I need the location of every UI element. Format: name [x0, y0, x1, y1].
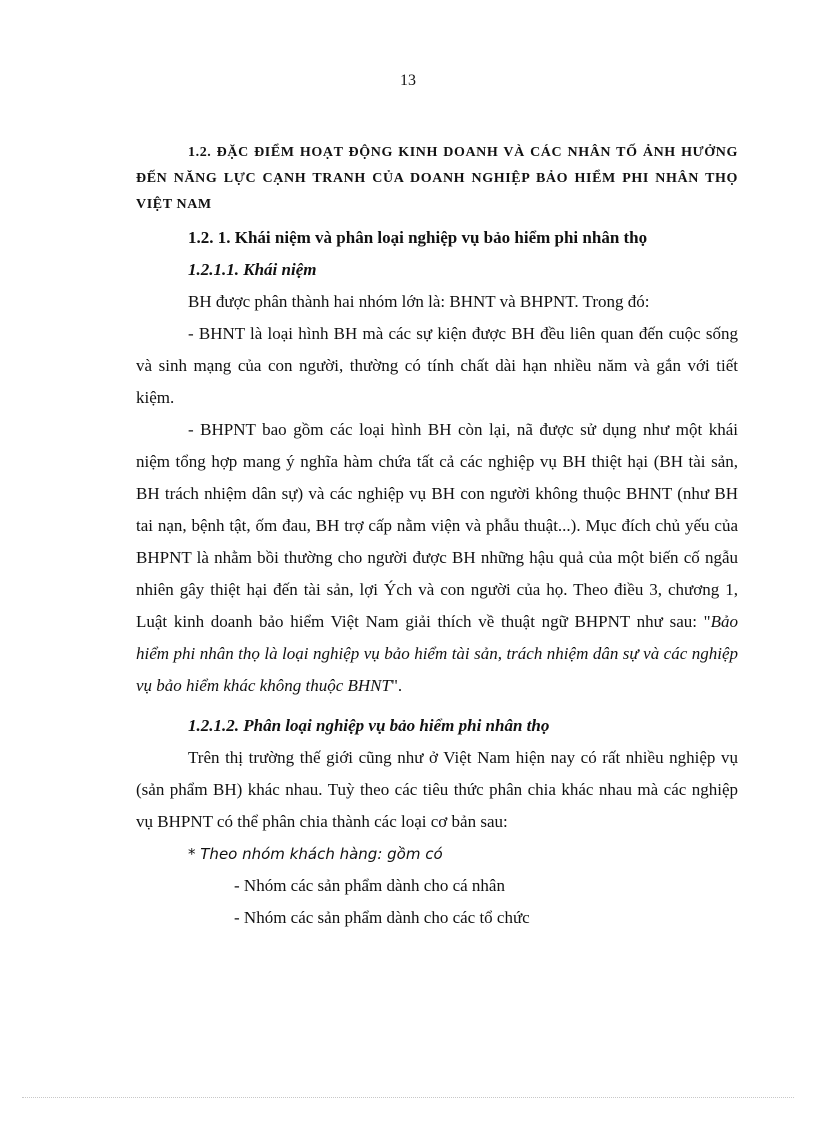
section-heading: 1.2. ĐẶC ĐIỂM HOẠT ĐỘNG KINH DOANH VÀ CÁC NHÂN TỐ ẢNH HƯỞNG ĐẾN NĂNG LỰC CẠNH TRANH CỦA DOANH NGHIỆP BẢO HIỂM PHI NHÂN THỌ VIỆT NAM	[136, 145, 738, 212]
paragraph-3	[136, 414, 738, 702]
legal-definition-quote: Bảo hiểm phi nhân thọ là loại nghiệp vụ bảo hiểm tài sản, trách nhiệm dân sự và các nghiệp vụ bảo hiểm khác không thuộc BHNT	[136, 612, 738, 695]
paragraph-2: - BHNT là loại hình BH mà các sự kiện được BH đều liên quan đến cuộc sống và sinh mạng của con người, thường có tính chất dài hạn nhiều năm và gắn với tiết kiệm.	[136, 324, 738, 407]
list-item: - Nhóm các sản phẩm dành cho cá nhân	[234, 876, 505, 895]
page-number: 13	[400, 72, 416, 89]
paragraph-1: BH được phân thành hai nhóm lớn là: BHNT và BHPNT. Trong đó:	[188, 292, 650, 311]
sub2-heading: 1.2.1.2. Phân loại nghiệp vụ bảo hiểm phi nhân thọ	[188, 716, 550, 735]
list-item: - Nhóm các sản phẩm dành cho các tổ chức	[234, 908, 530, 927]
subsection-heading: 1.2. 1. Khái niệm và phân loại nghiệp vụ bảo hiểm phi nhân thọ	[188, 228, 648, 247]
paragraph-4: Trên thị trường thế giới cũng như ở Việt Nam hiện nay có rất nhiều nghiệp vụ (sản phẩm BH) khác nhau. Tuỳ theo các tiêu thức phân chia khác nhau mà các nghiệp vụ BHPNT có thể phân chia thành các loại cơ bản sau:	[136, 748, 738, 831]
paragraph-3-text: - BHPNT bao gồm các loại hình BH còn lại, nã được sử dụng như một khái niệm tổng hợp mang ý nghĩa hàm chứa tất cả các nghiệp vụ BH thiệt hại (BH tài sản, BH trách nhiệm dân sự) và các nghiệp vụ BH con người không thuộc BHNT (như BH tai nạn, bệnh tật, ốm đau, BH trợ cấp nằm viện và phẫu thuật...). Mục đích chủ yếu của BHPNT là nhằm bồi thường cho người được BH những hậu quả của một biến cố ngẫu nhiên gây thiệt hại đến tài sản, lợi Ých và con người của họ. Theo điều 3, chương 1, Luật kinh doanh bảo hiểm Việt Nam giải thích về thuật ngữ BHPNT như sau: "	[136, 420, 738, 631]
sub1-heading: 1.2.1.1. Khái niệm	[188, 260, 317, 279]
page-content	[136, 140, 738, 934]
classification-line: * Theo nhóm khách hàng: gồm có	[188, 845, 443, 863]
page-bottom-divider	[22, 1097, 794, 1098]
paragraph-3-end: ".	[390, 676, 403, 695]
